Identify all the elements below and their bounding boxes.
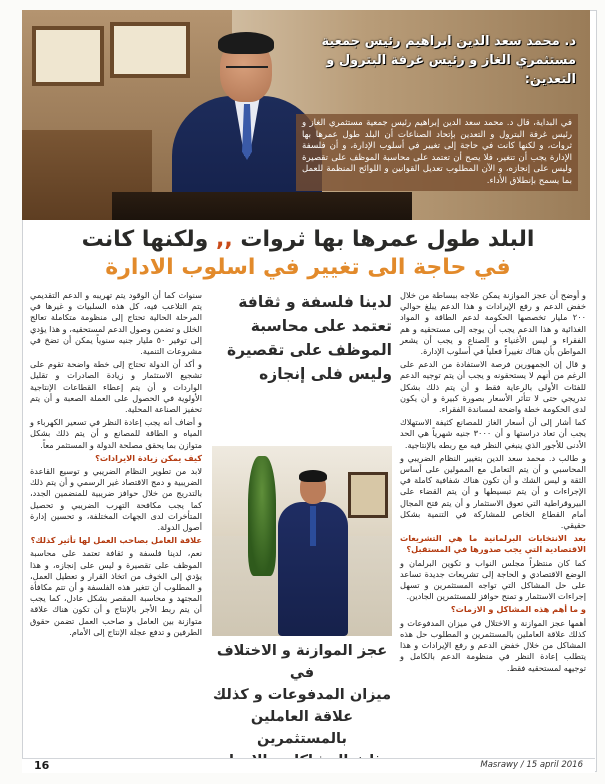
article-column-right: [400, 290, 586, 756]
subheading: بعد الانتخابات البرلمانية ما هي التشريعات الاقتصادية التي يجب صدورها في المستقبل؟: [400, 533, 586, 555]
paragraph: و أضاف أنه يجب إعادة النظر في تسعير الكهرباء و المياه و الطاقة للمصانع و أن يتم ذلك بشكل متوازن بما يحقق مصلحة الدولة و المستثمر معاً.: [30, 417, 202, 450]
headline-quote-mark: ,,: [208, 227, 241, 252]
subheading: كيف يمكن زيادة الايرادات؟: [95, 452, 202, 463]
paragraph: سنوات كما أن الوقود يتم تهريبه و الدعم التقديمي يتم التلاعب فيه، كل هذه السلبيات و غيرها في المرحلة الحالية تحتاج إلى منظومة متكاملة تعالج الخلل و تضمن وصول الدعم لمستحقيه، و هذا يؤدي إلى توفير ٥٠ مليار جنيه سنوياً يمكن أن تضخ في مشروعات التنمية.: [30, 290, 202, 357]
pull-quote-line: علاقة العاملين بالمستثمرين: [250, 709, 354, 747]
paragraph: أهمها عجز الموازنة و الاختلال في ميزان المدفوعات و كذلك علاقة العاملين بالمستثمرين و المطلوب حل هذه المشاكل من خلال خفض الدعم و رفع الإيرادات و هذا يتطلب إعادة النظر في منظومة الدعم بالكامل و توجيهه لمستحقيه فقط.: [400, 617, 586, 673]
pull-quote-line: عجز الموازنة و الاختلاف في: [216, 643, 388, 681]
wall-picture: [348, 472, 388, 518]
headline-part-1: البلد طول عمرها بها ثروات: [240, 227, 535, 252]
caption-title: د. محمد سعد الدين ابراهيم رئيس جمعية مستثمري الغاز و رئيس غرفة البترول و التعدين:: [321, 34, 576, 87]
headline-line-2: في حاجة الى تغيير في اسلوب الادارة: [105, 255, 511, 280]
pull-quote-line: الموظف على تقصيرة: [226, 341, 392, 359]
article-headline: [30, 226, 586, 286]
page-number: 16: [34, 759, 50, 772]
pull-quote-bottom: [212, 640, 392, 760]
pull-quote-top: [212, 290, 392, 440]
standing-figure: [278, 472, 348, 636]
paragraph: و أكد أن الدولة تحتاج إلى خطة واضحة تقوم على تشجيع الاستثمار و زيادة الصادرات و تقليل الواردات و أن يتم إعطاء القطاعات الإنتاجية الأولوية في الحصول على العملة الصعبة و أن يتم تحفيز الصناعة المحلية.: [30, 359, 202, 415]
paragraph: و قال إن الجمهورين فرصة الاستفادة من الدعم على الرغم من أنهم لا يستحقونه و يجب أن يتم توجيه الدعم للفئات الأولى بالرعاية فقط و أن يتم ذلك بشكل تدريجي حتى لا تتأثر الأسعار بصورة كبيرة و أن يكون لدى الحكومة خطة واضحة لمساندة الفقراء.: [400, 359, 586, 415]
pull-quote-line: تعتمد على محاسبة: [250, 317, 392, 335]
framed-certificate: [32, 26, 104, 86]
paragraph: و أوضح أن عجز الموازنة يمكن علاجه ببساطة من خلال خفض الدعم و رفع الإيرادات و هذا الدعم يبلغ حوالي ٢٠٠ مليار تخصصها الحكومة لدعم الطاقة و المواد الغذائية و هذا الدعم يجب أن يوجه إلى مستحقيه و هم الفقراء و ليس الأغنياء و الصناع و يجب أن يشعر المواطن بأن هناك تغييراً فعلياً في أسلوب الإدارة.: [400, 290, 586, 357]
paragraph: كما أشار إلى أن أسعار الغاز للمصانع كثيفة الاستهلاك يجب أن تعاد دراستها و أن ٣٠٠٠ جنيه شهرياً هي الحد الأدنى للأجور الذي ينبغي النظر فيه مع ربطه بالإنتاجية.: [400, 417, 586, 450]
headline-line-1: [30, 226, 586, 254]
photo-caption: [300, 28, 584, 208]
paragraph: و طالب د. محمد سعد الدين بتغيير النظام الضريبي و المحاسبي و أن يتم التعامل مع الممولين على أساس الثقة و ليس الشك و أن تكون هناك شفافية كاملة في الإجراءات و أن يتم تبسيطها و أن يتم القضاء على البيروقراطية التي تعوق الاستثمار و أن يتم فتح المجال أمام القطاع الخاص للمشاركة في التنمية بشكل حقيقي.: [400, 452, 586, 531]
paragraph: كما كان منتظراً مجلس النواب و تكوين البرلمان و الوضع الاقتصادي و الحاجة إلى تشريعات جديدة تساعد على حل المشاكل التي تواجه المستثمرين و تسهل إجراءات الاستثمار و تمنح حوافز للمستثمرين الجادين.: [400, 557, 586, 602]
pull-quote-line: ميزان المدفوعات و كذلك: [212, 687, 392, 703]
headline-part-2: ولكنها كانت: [81, 227, 209, 252]
article-column-left: [30, 290, 202, 756]
subheading: علاقة العامل بصاحب العمل لها تأثير كذلك؟: [30, 535, 202, 546]
page-footer: [22, 758, 595, 773]
issue-date: 15 april 2016: [526, 760, 583, 770]
caption-body: في البداية، قال د. محمد سعد الدين إبراهيم رئيس جمعية مستثمري الغاز و رئيس غرفة البترول و التعدين بإتحاد الصناعات أن البلد طول عمرها بها ثروات، و لكنها كانت في حاجة إلى تغيير في أسلوب الإدارة، و أن فلسفة الإدارة يجب أن تتغير، فلا يصح أن تعتمد على محاسبة الموظف على تقصيرة وليس على إنجازه، و الآن المطلوب تعديل القوانين و اللوائح المنظمة للعمل بما يسمح بإنطلاق الأداء.: [296, 114, 578, 191]
pull-quote-line: وليس فلى إنجازه: [259, 365, 392, 383]
paragraph: لابد من تطوير النظام الضريبي و توسيع القاعدة الضريبية و دمج الاقتصاد غير الرسمي و أن يتم ذلك بالتدريج من خلال حوافز ضريبية للمنضمين الجدد، كما يجب مكافحة التهرب الضريبي و تحصيل المتأخرات لدى الجهات المختلفة، و تحسين إدارة أصول الدولة.: [30, 466, 202, 533]
paragraph: نعم، لدينا فلسفة و ثقافة تعتمد على محاسبة الموظف على تقصيرة و ليس على إنجازه، و هذا يؤدي إلى الخوف من اتخاذ القرار و تعطيل العمل، و المطلوب أن تتغير هذه الفلسفة و أن تتم مكافأة المجتهد و محاسبة المقصر بشكل عادل، كما يجب أن يتم ربط الأجر بالإنتاج و أن تكون هناك علاقة متوازنة بين العامل و صاحب العمل تضمن حقوق الطرفين و تدفع عجلة الإنتاج إلى الأمام.: [30, 548, 202, 637]
issue-info: Masrawy / 15 april 2016: [480, 760, 583, 770]
magazine-name: Masrawy: [480, 760, 519, 770]
pull-quote-line: لدينا فلسفة و ثقافة: [238, 293, 392, 311]
interviewee-standing-photo: [212, 446, 392, 636]
subheading: و ما أهم هذه المشاكل و الازمات؟: [450, 604, 586, 615]
potted-plant: [248, 456, 276, 576]
